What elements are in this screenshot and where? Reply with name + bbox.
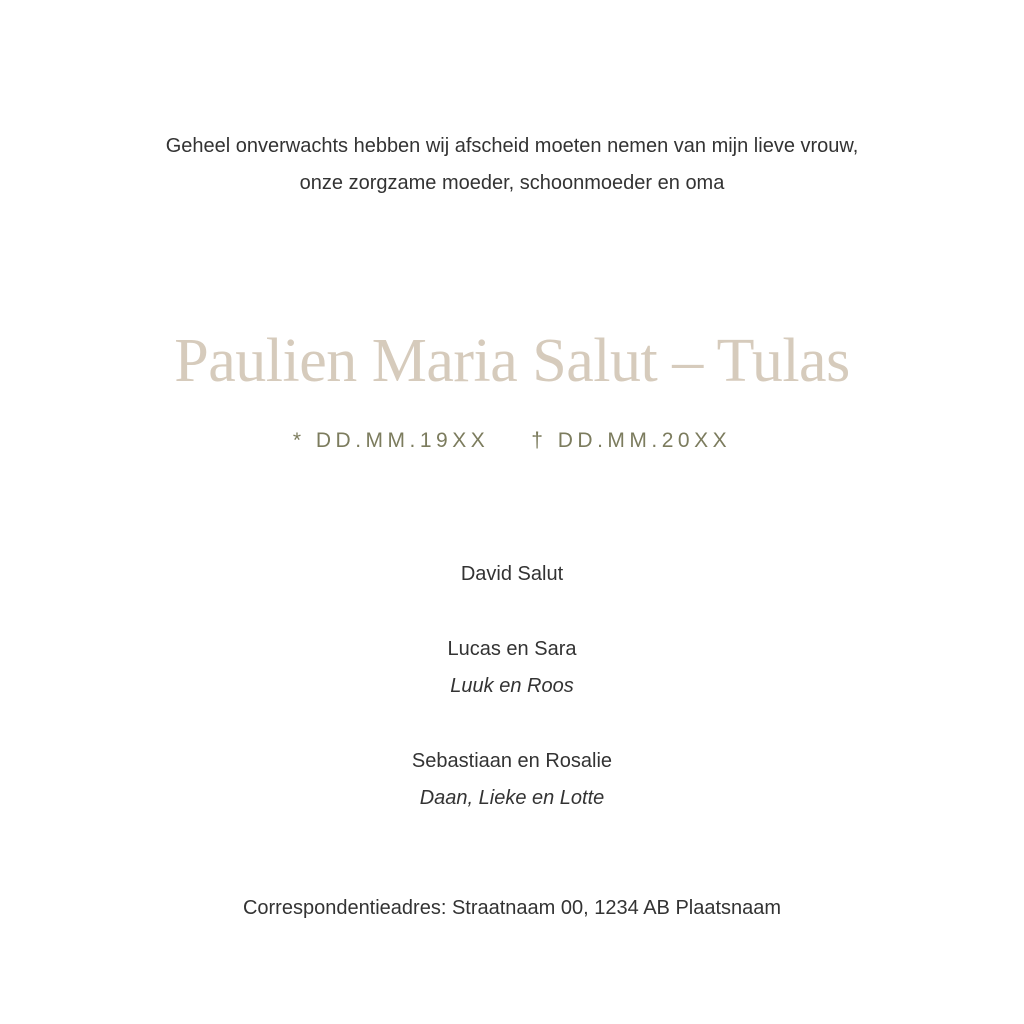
family-child-2: Sebastiaan en Rosalie: [411, 750, 613, 772]
intro-line-2: onze zorgzame moeder, schoonmoeder en oma: [299, 172, 725, 194]
deceased-name: Paulien Maria Salut – Tulas: [174, 327, 850, 395]
death-date: † DD.MM.20XX: [531, 429, 732, 452]
family-grandchildren-1: Luuk en Roos: [450, 675, 574, 697]
family-grandchildren-2: Daan, Lieke en Lotte: [419, 787, 605, 809]
family-spouse: David Salut: [460, 563, 564, 585]
correspondence-address: Correspondentieadres: Straatnaam 00, 1234 AB Plaatsnaam: [242, 897, 782, 919]
family-child-1: Lucas en Sara: [447, 638, 577, 660]
birth-date: * DD.MM.19XX: [292, 429, 490, 452]
life-dates: [0, 429, 1024, 453]
intro-line-1: Geheel onverwachts hebben wij afscheid moeten nemen van mijn lieve vrouw,: [165, 135, 859, 157]
